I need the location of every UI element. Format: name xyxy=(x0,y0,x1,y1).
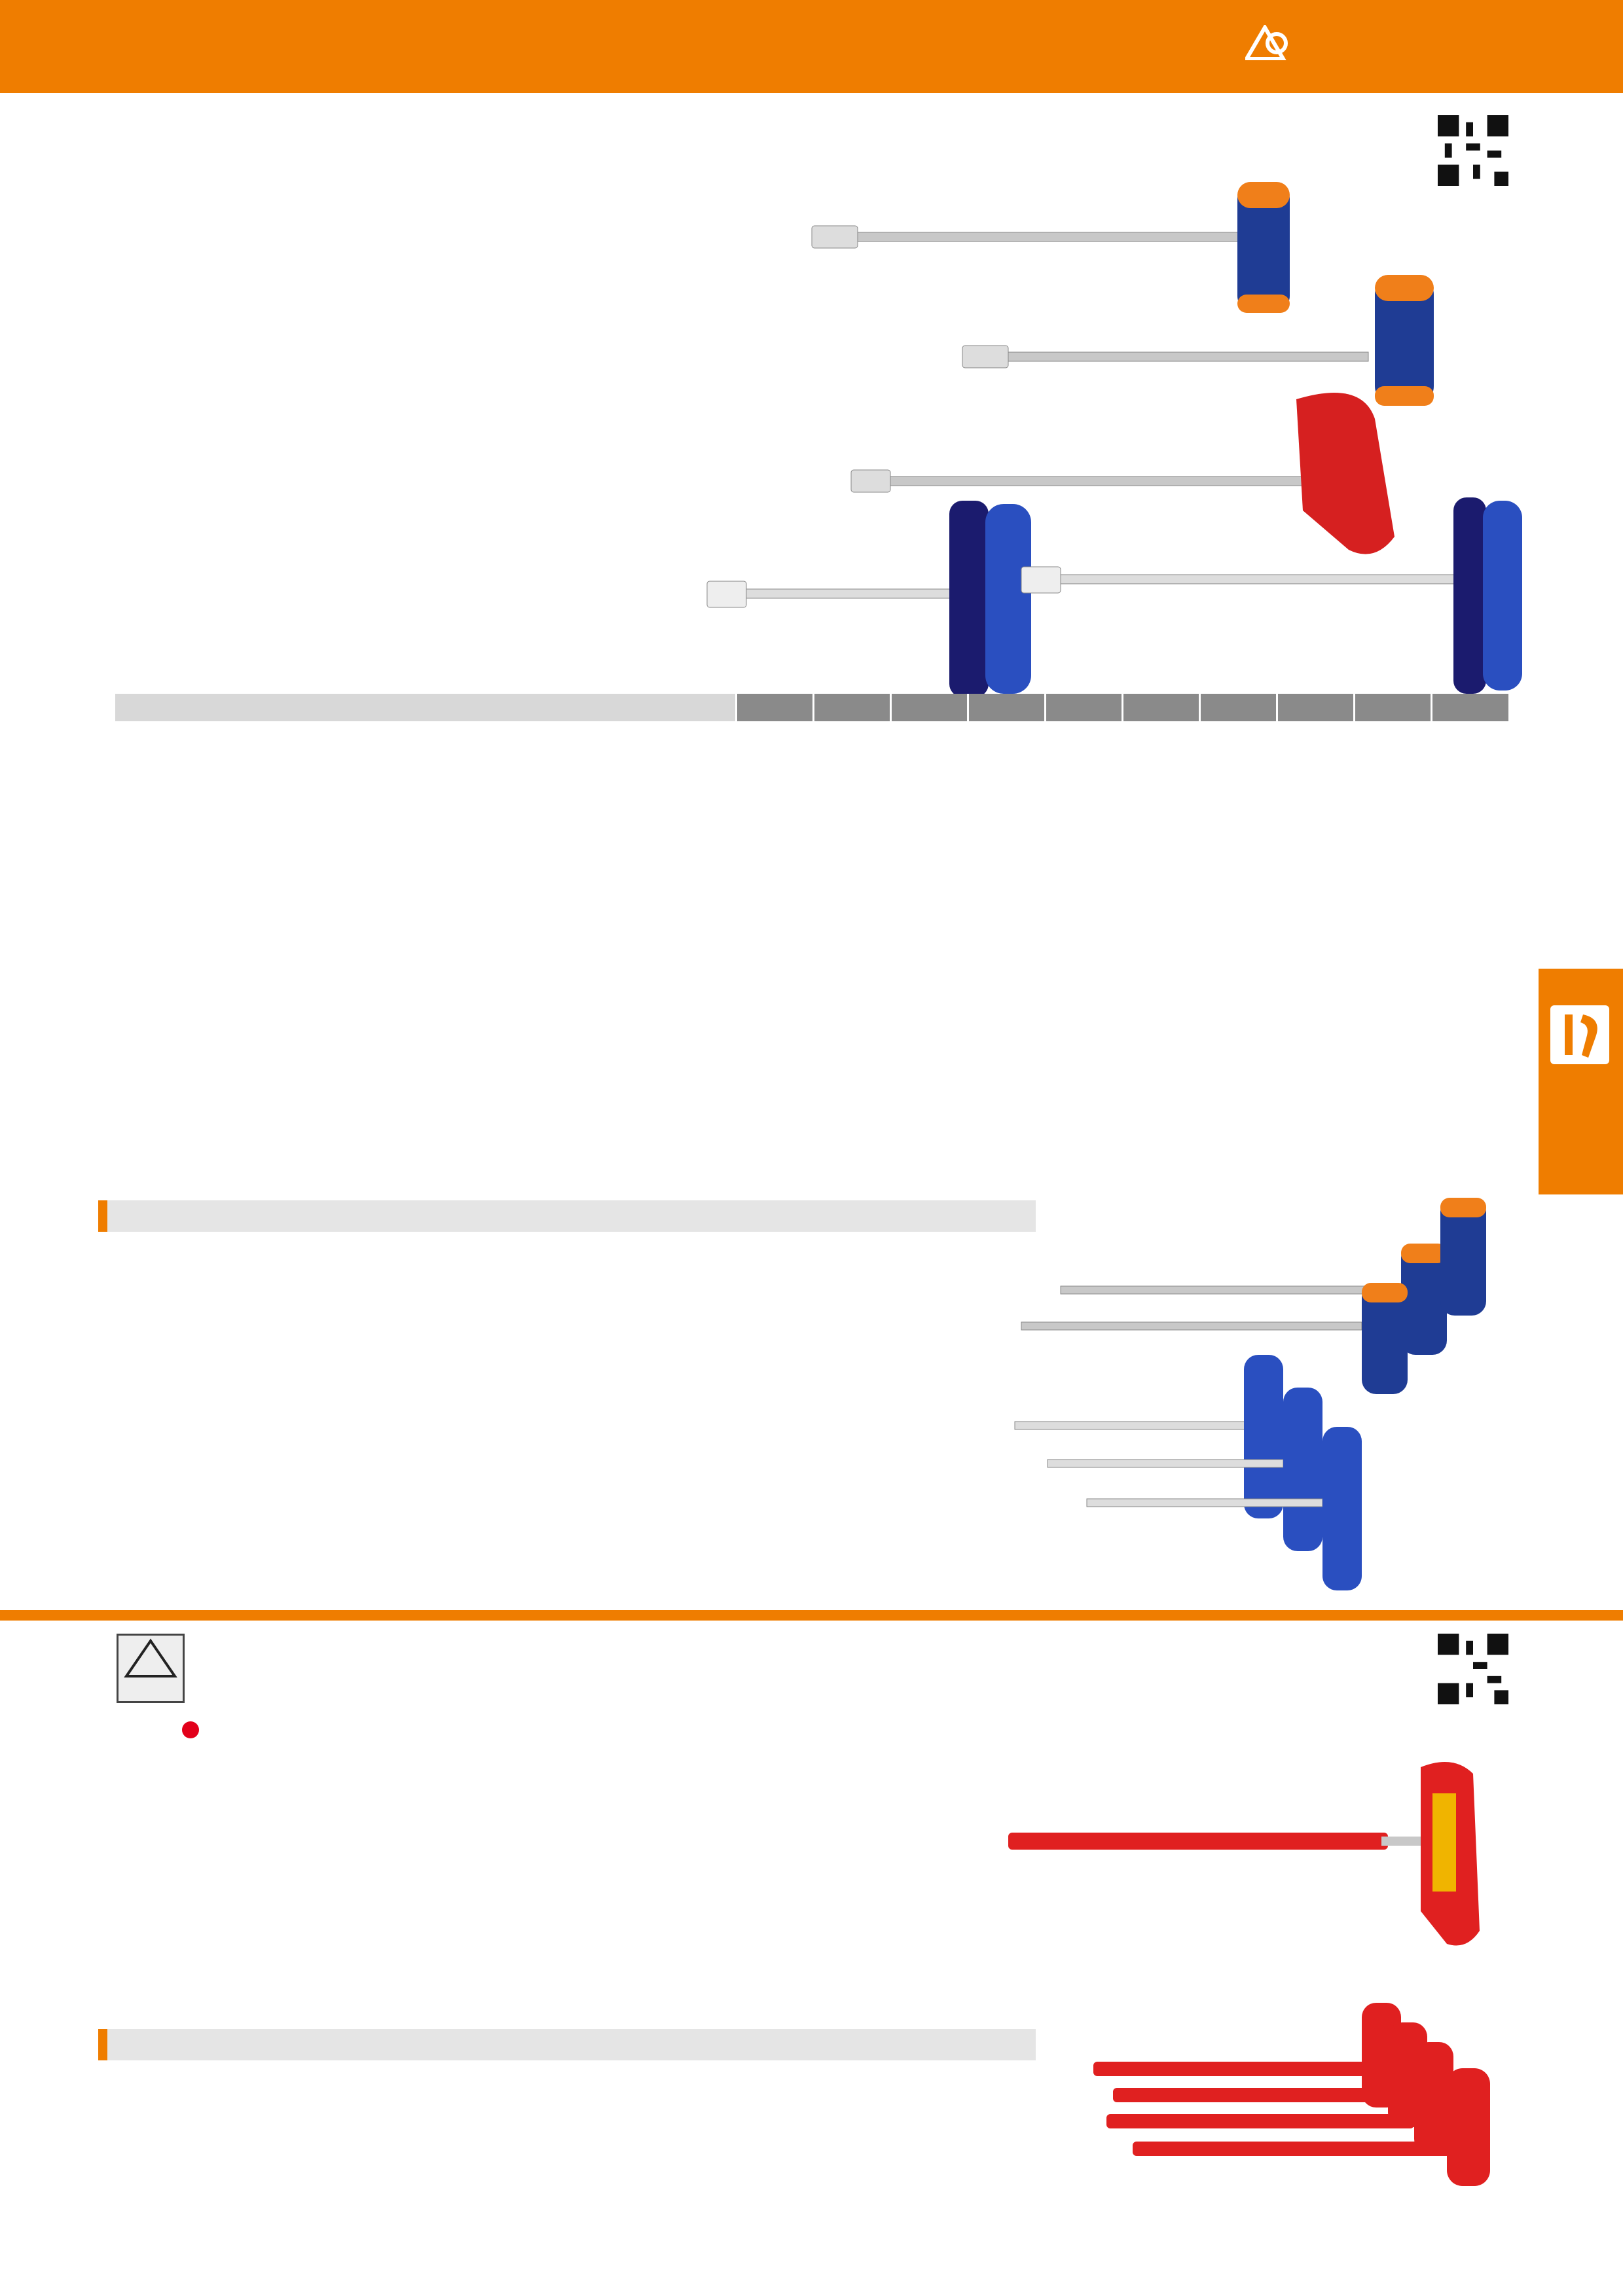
wrench-622730 xyxy=(1021,497,1522,694)
wrench-category-icon xyxy=(1550,1005,1609,1064)
vde-badge xyxy=(117,1634,185,1703)
wrench-set-image xyxy=(995,1191,1506,1597)
section-accent-bar xyxy=(98,2029,107,2060)
price-table-1 xyxy=(115,694,1508,721)
section-header-bg xyxy=(107,2029,1036,2060)
wrench-622710 xyxy=(707,501,1031,694)
section-accent-bar xyxy=(98,1200,107,1232)
section-divider xyxy=(0,1610,1623,1621)
t-handle-wrenches-image xyxy=(687,170,1539,694)
wrench-622550-small xyxy=(962,275,1434,406)
category-tab[interactable] xyxy=(1539,969,1623,1194)
vde-triangle-icon xyxy=(119,1636,183,1681)
qr-code-icon xyxy=(1438,1634,1508,1704)
wrench-622600 xyxy=(851,393,1395,554)
wrench-622550-large xyxy=(812,182,1290,313)
hoffmann-logo-icon xyxy=(1245,25,1291,60)
vde-wrench-set-image xyxy=(1074,1996,1506,2193)
vde-wrench-image xyxy=(995,1754,1506,1950)
section-header-bg xyxy=(107,1200,1036,1232)
top-bar xyxy=(0,0,1623,93)
wiha-logo-icon xyxy=(181,1720,200,1740)
